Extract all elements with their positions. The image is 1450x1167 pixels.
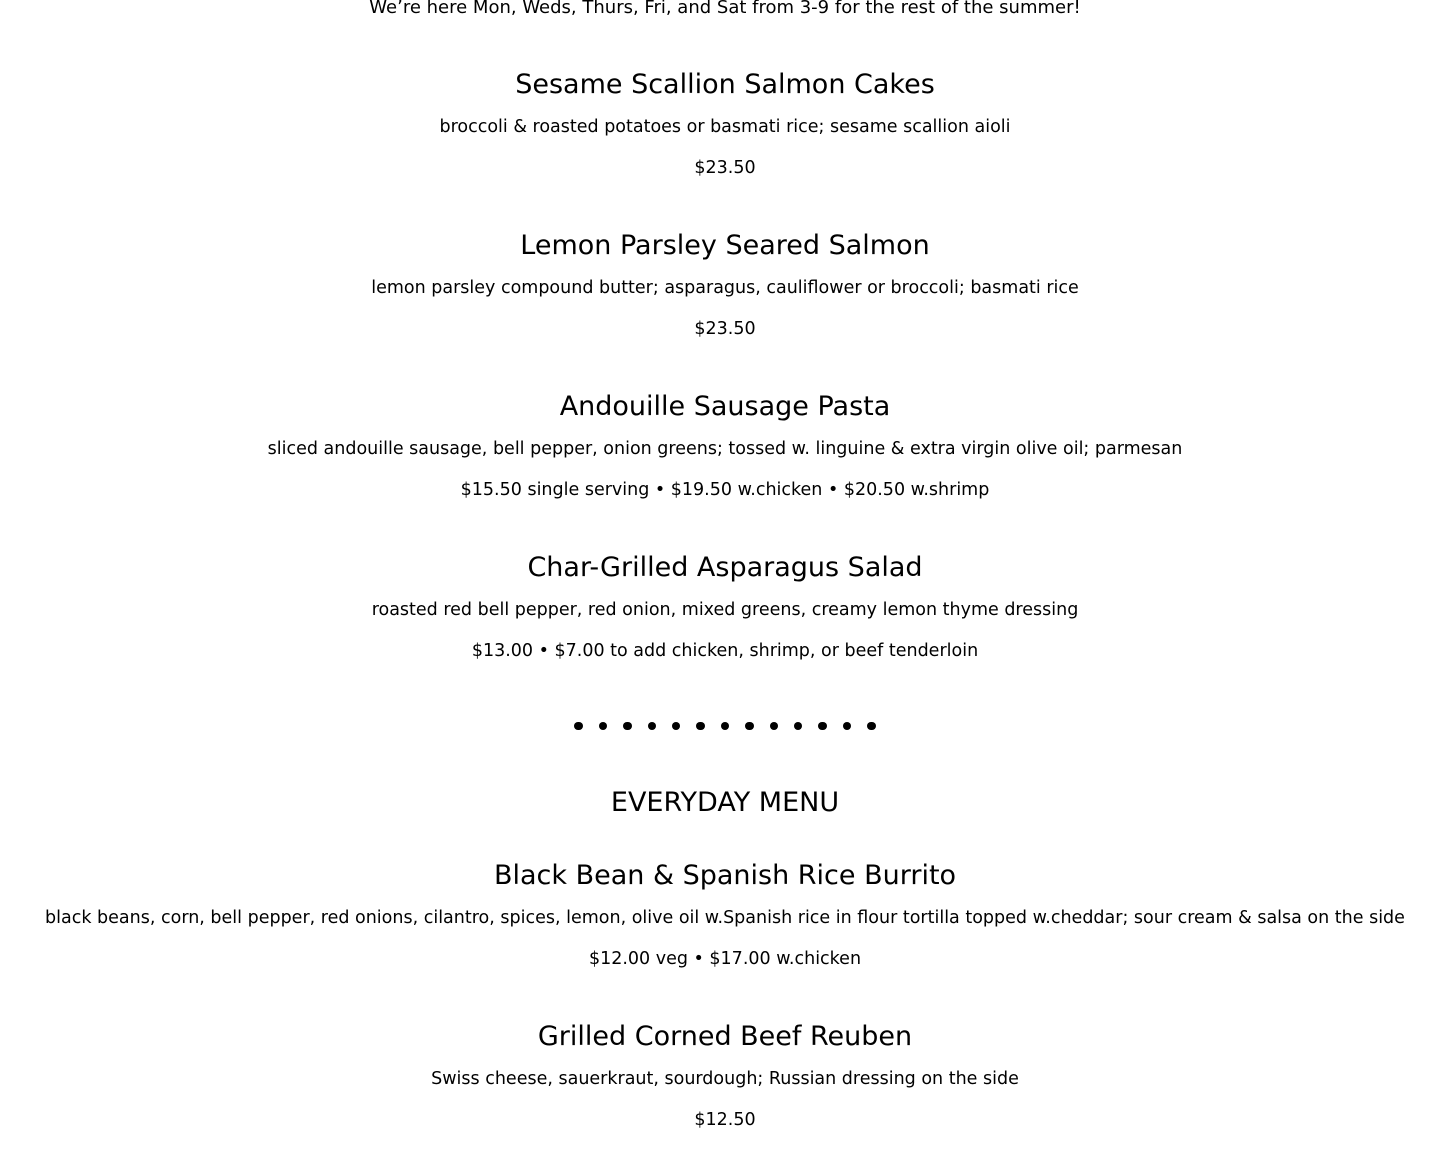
dish-title: Andouille Sausage Pasta <box>559 391 891 422</box>
section-divider-dots <box>0 722 1450 730</box>
divider-dot <box>648 722 656 730</box>
divider-dot <box>721 722 729 730</box>
divider-dot <box>770 722 778 730</box>
dish-price: $13.00 • $7.00 to add chicken, shrimp, or beef tenderloin <box>471 641 979 661</box>
dish-price: $12.50 <box>694 1110 756 1130</box>
divider-dot <box>818 722 826 730</box>
divider-dot <box>672 722 680 730</box>
dish-title: Grilled Corned Beef Reuben <box>537 1021 913 1052</box>
dish-title: Black Bean & Spanish Rice Burrito <box>493 860 957 891</box>
dish-price: $23.50 <box>694 158 756 178</box>
dish-description: broccoli & roasted potatoes or basmati rice; sesame scallion aioli <box>439 117 1011 137</box>
divider-dot <box>867 722 875 730</box>
dish-title: Lemon Parsley Seared Salmon <box>520 230 930 261</box>
divider-dot <box>599 722 607 730</box>
divider-dot <box>574 722 582 730</box>
dish-title: Sesame Scallion Salmon Cakes <box>515 69 935 100</box>
divider-dot <box>745 722 753 730</box>
divider-dot <box>794 722 802 730</box>
divider-dot <box>843 722 851 730</box>
dish-description: sliced andouille sausage, bell pepper, onion greens; tossed w. linguine & extra virgin olive oil; parmesan <box>267 439 1183 459</box>
dish-price: $12.00 veg • $17.00 w.chicken <box>588 949 862 969</box>
everyday-menu-heading: EVERYDAY MENU <box>610 787 840 818</box>
dish-description: Swiss cheese, sauerkraut, sourdough; Russian dressing on the side <box>431 1069 1019 1089</box>
dish-price: $23.50 <box>694 319 756 339</box>
divider-dot <box>623 722 631 730</box>
dish-title: Char-Grilled Asparagus Salad <box>527 552 923 583</box>
dish-description: lemon parsley compound butter; asparagus, cauliflower or broccoli; basmati rice <box>371 278 1079 298</box>
dish-description: black beans, corn, bell pepper, red onions, cilantro, spices, lemon, olive oil w.Spanish rice in flour tortilla topped w.cheddar; sour cream & salsa on the side <box>45 908 1405 928</box>
dish-description: roasted red bell pepper, red onion, mixed greens, creamy lemon thyme dressing <box>371 600 1079 620</box>
hours-notice: We’re here Mon, Weds, Thurs, Fri, and Sat from 3-9 for the rest of the summer! <box>369 0 1081 18</box>
divider-dot <box>696 722 704 730</box>
dish-price: $15.50 single serving • $19.50 w.chicken • $20.50 w.shrimp <box>460 480 990 500</box>
